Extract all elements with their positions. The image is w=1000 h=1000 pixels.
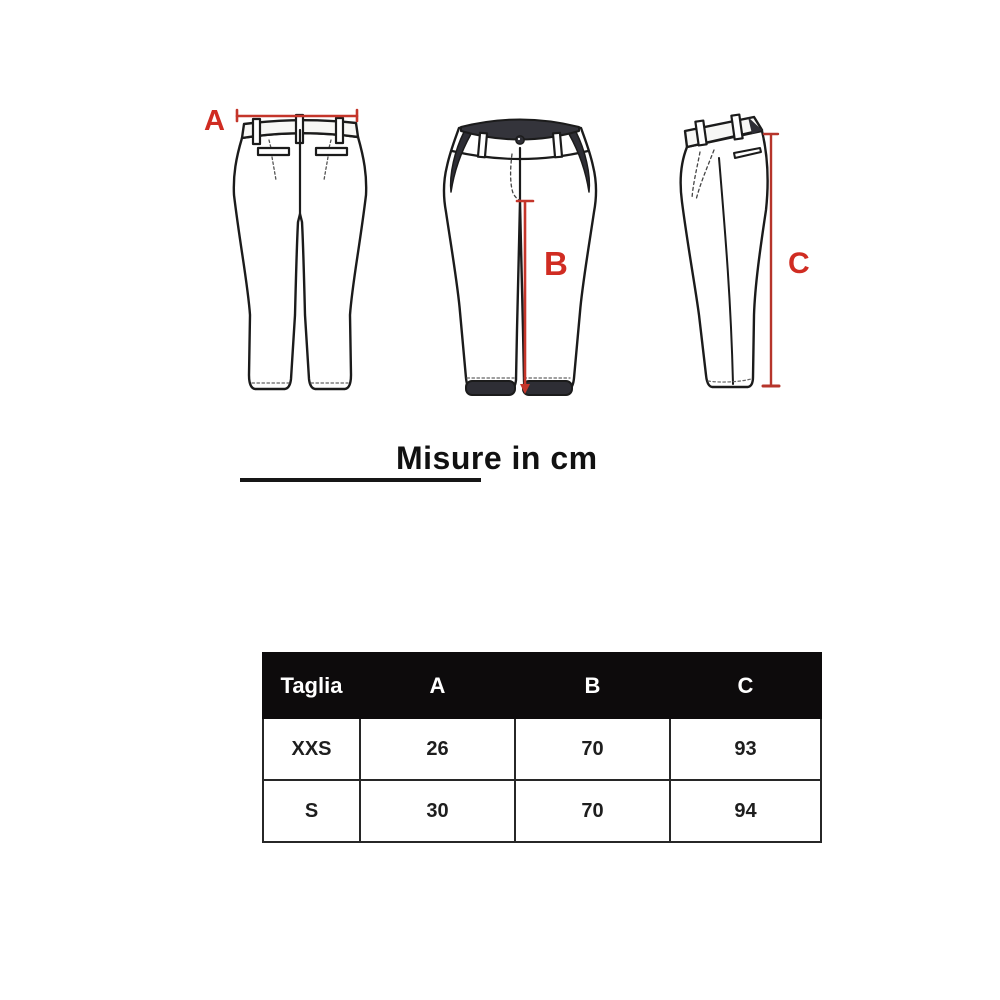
- measure-c-label: C: [788, 247, 810, 280]
- back-belt-loop-right: [336, 118, 343, 143]
- size-cell-a: 26: [360, 718, 515, 780]
- size-table: [262, 652, 822, 843]
- pants-side-view-drawing: [681, 115, 810, 387]
- size-cell-c: 93: [670, 718, 821, 780]
- size-table-row-s: [263, 780, 821, 842]
- back-belt-loop-left: [253, 119, 260, 144]
- page-title: Misure in cm: [396, 440, 598, 476]
- front-belt-loop-right: [553, 133, 562, 158]
- front-button-highlight: [518, 138, 520, 140]
- front-belt-loop-left: [478, 133, 487, 158]
- size-cell-taglia: S: [263, 780, 360, 842]
- size-cell-b: 70: [515, 780, 670, 842]
- size-table-header-taglia: Taglia: [263, 653, 360, 718]
- title-underline: [240, 478, 481, 482]
- front-button: [516, 136, 524, 144]
- pants-front-view-drawing: [444, 120, 596, 396]
- size-cell-taglia: XXS: [263, 718, 360, 780]
- size-cell-c: 94: [670, 780, 821, 842]
- pants-back-view-drawing: [204, 105, 366, 389]
- size-cell-a: 30: [360, 780, 515, 842]
- size-table-header-c: C: [670, 653, 821, 718]
- side-body: [681, 131, 768, 387]
- back-pocket-left: [258, 148, 289, 155]
- measure-a-label: A: [204, 105, 225, 137]
- size-table-header-b: B: [515, 653, 670, 718]
- size-cell-b: 70: [515, 718, 670, 780]
- front-hem-right: [523, 381, 572, 395]
- size-table-header-row: [263, 653, 821, 718]
- back-pocket-right: [316, 148, 347, 155]
- front-hem-left: [466, 381, 515, 395]
- size-table-header-a: A: [360, 653, 515, 718]
- size-table-row-xxs: [263, 718, 821, 780]
- measure-b-label: B: [544, 245, 568, 282]
